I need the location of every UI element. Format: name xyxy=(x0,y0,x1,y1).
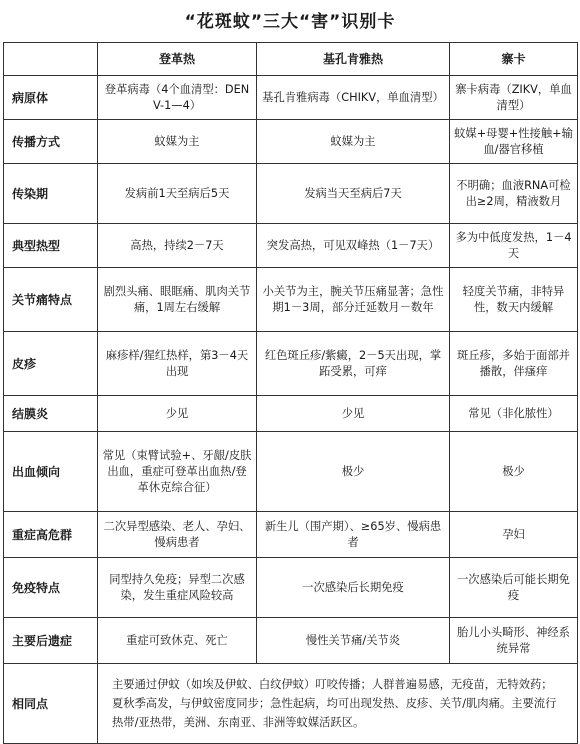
row-label: 免疫特点 xyxy=(4,558,98,618)
table-cell: 寨卡病毒（ZIKV，单血清型） xyxy=(450,76,578,120)
table-cell: 少见 xyxy=(257,396,450,432)
table-row xyxy=(4,164,578,224)
comparison-table xyxy=(3,42,578,744)
table-cell: 红色斑丘疹/紫癜，2－5天出现，掌跖受累，可痒 xyxy=(257,332,450,396)
table-cell: 蚊媒为主 xyxy=(257,120,450,164)
row-label: 传播方式 xyxy=(4,120,98,164)
table-cell: 不明确；血液RNA可检出≥2周，精液数月 xyxy=(450,164,578,224)
row-label: 结膜炎 xyxy=(4,396,98,432)
table-cell: 少见 xyxy=(98,396,257,432)
table-row xyxy=(4,224,578,268)
row-label: 传染期 xyxy=(4,164,98,224)
table-cell: 新生儿（围产期）、≥65岁、慢病患者 xyxy=(257,512,450,558)
table-cell: 极少 xyxy=(257,432,450,512)
table-cell: 二次异型感染、老人、孕妇、慢病患者 xyxy=(98,512,257,558)
row-label: 主要后遗症 xyxy=(4,618,98,664)
table-cell: 同型持久免疫；异型二次感染，发生重症风险较高 xyxy=(98,558,257,618)
row-label: 病原体 xyxy=(4,76,98,120)
row-label: 相同点 xyxy=(4,664,98,744)
common-row xyxy=(4,664,578,744)
table-row xyxy=(4,618,578,664)
table-cell: 剧烈头痛、眼眶痛、肌肉关节痛，1周左右缓解 xyxy=(98,268,257,332)
table-cell: 常见（非化脓性） xyxy=(450,396,578,432)
page-title: “花斑蚊”三大“害”识别卡 xyxy=(184,12,396,32)
column-header-dengue: 登革热 xyxy=(98,43,257,76)
table-cell: 发病前1天至病后5天 xyxy=(98,164,257,224)
row-label: 关节痛特点 xyxy=(4,268,98,332)
table-cell: 极少 xyxy=(450,432,578,512)
table-cell: 多为中低度发热，1－4天 xyxy=(450,224,578,268)
corner-cell xyxy=(4,43,98,76)
table-row xyxy=(4,120,578,164)
column-header-zika: 寨卡 xyxy=(450,43,578,76)
table-cell: 登革病毒（4个血清型：DENV-1—4） xyxy=(98,76,257,120)
table-cell: 小关节为主，腕关节压痛显著；急性期1－3周，部分迁延数月－数年 xyxy=(257,268,450,332)
table-row xyxy=(4,396,578,432)
row-label: 皮疹 xyxy=(4,332,98,396)
table-cell: 轻度关节痛，非特异性，数天内缓解 xyxy=(450,268,578,332)
table-row xyxy=(4,432,578,512)
table-cell: 突发高热，可见双峰热（1－7天） xyxy=(257,224,450,268)
table-cell: 蚊媒为主 xyxy=(98,120,257,164)
table-cell: 慢性关节痛/关节炎 xyxy=(257,618,450,664)
table-row xyxy=(4,558,578,618)
common-points-text: 主要通过伊蚊（如埃及伊蚊、白纹伊蚊）叮咬传播；人群普遍易感，无疫苗，无特效药；夏秋季高发，与伊蚊密度同步；急性起病，均可出现发热、皮疹、关节/肌肉痛。主要流行热带/亚热带，美洲、东南亚、非洲等蚊媒活跃区。 xyxy=(98,664,578,744)
table-cell: 重症可致休克、死亡 xyxy=(98,618,257,664)
header-row xyxy=(4,43,578,76)
table-cell: 麻疹样/猩红热样，第3－4天出现 xyxy=(98,332,257,396)
table-row xyxy=(4,512,578,558)
table-cell: 斑丘疹，多始于面部并播散，伴瘙痒 xyxy=(450,332,578,396)
column-header-chikungunya: 基孔肯雅热 xyxy=(257,43,450,76)
table-cell: 高热，持续2－7天 xyxy=(98,224,257,268)
row-label: 典型热型 xyxy=(4,224,98,268)
row-label: 出血倾向 xyxy=(4,432,98,512)
table-cell: 孕妇 xyxy=(450,512,578,558)
table-cell: 基孔肯雅病毒（CHIKV，单血清型） xyxy=(257,76,450,120)
table-row xyxy=(4,268,578,332)
table-row xyxy=(4,332,578,396)
table-cell: 蚊媒+母婴+性接触+输血/器官移植 xyxy=(450,120,578,164)
table-cell: 一次感染后可能长期免疫 xyxy=(450,558,578,618)
table-cell: 一次感染后长期免疫 xyxy=(257,558,450,618)
table-cell: 发病当天至病后7天 xyxy=(257,164,450,224)
row-label: 重症高危群 xyxy=(4,512,98,558)
table-row xyxy=(4,76,578,120)
table-cell: 常见（束臂试验+、牙龈/皮肤出血，重症可登革出血热/登革休克综合征） xyxy=(98,432,257,512)
table-cell: 胎儿小头畸形、神经系统异常 xyxy=(450,618,578,664)
